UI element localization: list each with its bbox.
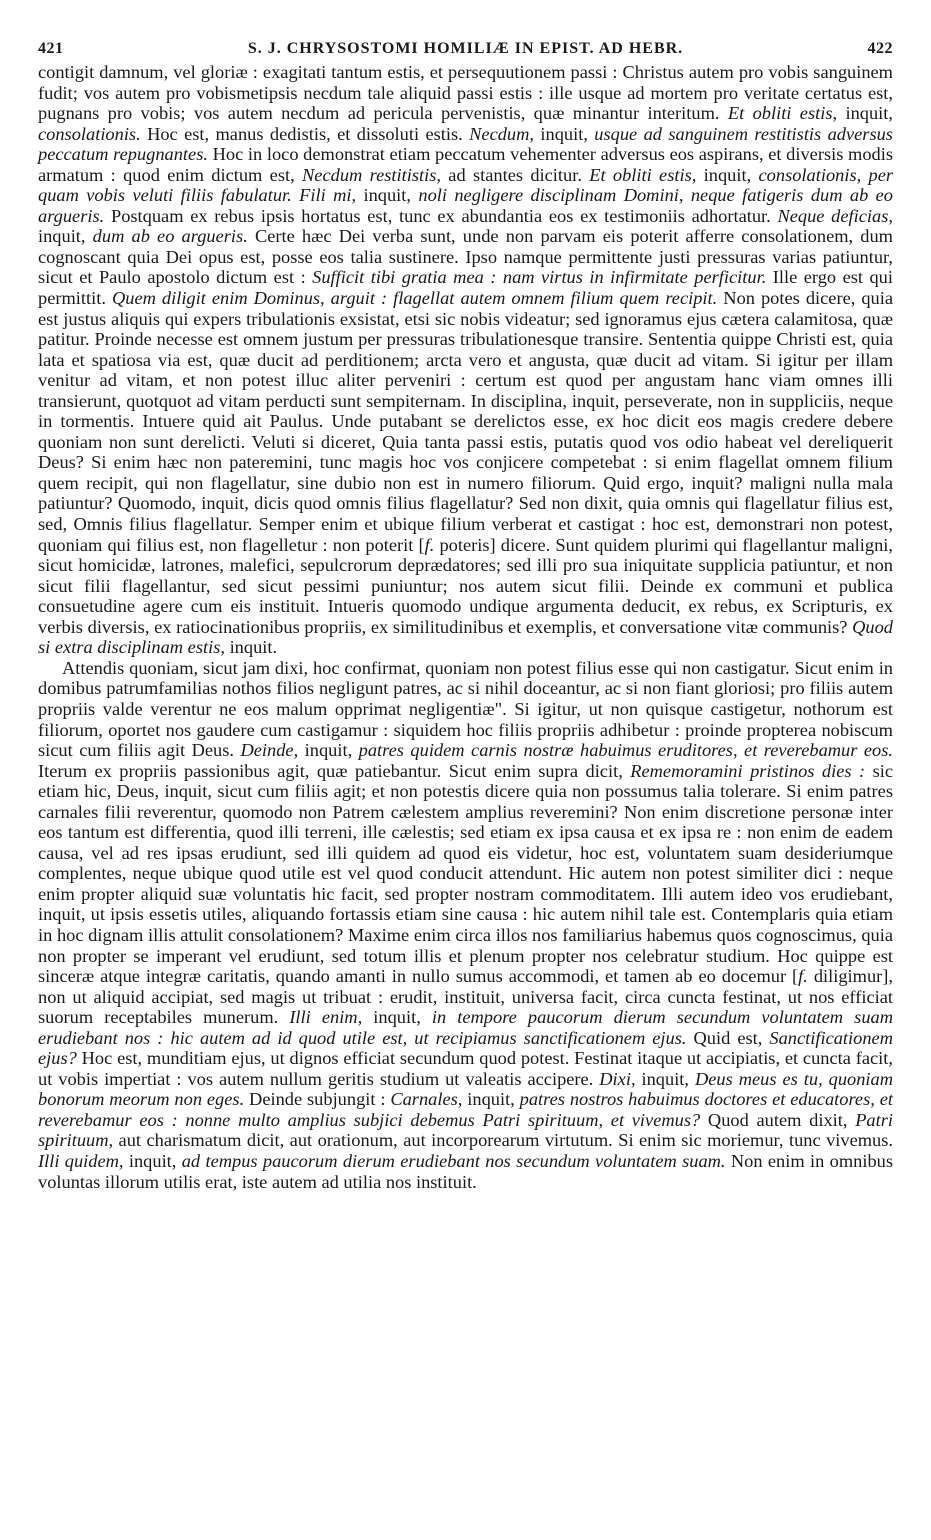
paragraph — [38, 658, 893, 1192]
italic-text: in tempore paucorum dierum secundum voluntatem suam erudiebant nos : hic autem ad id quod utile est, ut recipiamus sanctificationem ejus. — [38, 1007, 893, 1048]
text-run: Ille ergo est qui permittit. — [38, 267, 893, 309]
italic-text: Rememoramini pristinos dies : — [630, 760, 866, 781]
text-run: inquit, — [462, 1089, 520, 1110]
text-run: inquit, — [356, 185, 419, 206]
italic-text: Deus meus es tu, quoniam bonorum meorum non eges. — [38, 1068, 893, 1110]
italic-text: f. — [424, 534, 435, 555]
text-run: inquit. — [224, 637, 278, 658]
italic-text: Dixi, — [599, 1068, 636, 1089]
text-run: Iterum ex propriis passionibus agit, quæ patiebantur. Sicut enim supra dicit, — [38, 760, 631, 781]
text-run: diligimur], non ut aliquid accipiat, sed magis ut tribuat : erudit, instituit, universa facit, circa cuncta festinat, ut nos efficiat suorum receptabiles munerum. — [38, 966, 893, 1028]
italic-text: noli negligere disciplinam Domini, neque fatigeris dum ab eo argueris. — [38, 185, 894, 226]
italic-text: consolationis. — [38, 123, 141, 144]
italic-text: Necdum, — [469, 123, 535, 144]
text-run: Postquam ex rebus ipsis hortatus est, tunc ex abundantia eos ex testimoniis adhortatur. — [104, 205, 778, 226]
text-run: inquit, — [362, 1007, 432, 1028]
text-run: inquit, — [635, 1068, 695, 1089]
italic-text: Deinde, — [240, 740, 299, 761]
text-run: Certe hæc Dei verba sunt, unde non parvam eis poterit afferre consolationem, dum cognoscant quia Dei opus est, posse eos talia sustinere. Ipso namque permittente justi pressuras varias patiuntur, sicut et Paulo apostolo dictum est : — [38, 226, 893, 288]
text-run: Hoc est, munditiam ejus, ut dignos efficiat secundum quod potest. Festinat itaque ut accipiatis, et cuncta facit, ut vobis impertiat : vos autem nullum geritis studium ut valeatis accipere. — [38, 1048, 893, 1089]
text-run: inquit, — [38, 226, 93, 247]
text-run: ad stantes dicitur. — [440, 164, 590, 185]
italic-text: Quod si extra disciplinam estis, — [38, 616, 893, 658]
text-run: Hoc in loco demonstrat etiam peccatum vehementer adversus eos aspirans, et diversis modis armatum : quod enim dictum est, — [38, 144, 893, 185]
italic-text: Sanctificationem ejus? — [38, 1027, 893, 1069]
italic-text: Quem diligit enim Dominus, arguit : flagellat autem omnem filium quem recipit. — [111, 288, 718, 309]
paragraph — [38, 62, 893, 658]
text-run: contigit damnum, vel gloriæ : exagitati tantum estis, et persequutionem passi : Christus autem pro vobis sanguinem fudit; vos autem pro vobismetipsis necdum tale aliquid passi estis : ille usque ad mortem pro veritate certatus est, pugnans pro vobis; vos autem necdum ad pericula pervenistis, quæ minantur interitum. — [38, 62, 893, 124]
running-head — [38, 0, 893, 57]
text-run: inquit, — [123, 1150, 182, 1171]
italic-text: f. — [798, 966, 808, 987]
text-run: Non enim in omnibus voluntas illorum utilis erat, iste autem ad utilia nos instituit. — [38, 1150, 893, 1192]
italic-text: Neque deficias, — [777, 205, 893, 226]
italic-text: Et obliti estis, — [727, 103, 838, 124]
text-run: aut charismatum dicit, aut orationum, aut incorporearum virtutum. Si enim sic moriemur, tunc vivemus. — [113, 1130, 893, 1151]
italic-text: Et obliti estis, — [589, 164, 697, 185]
text-run: Quod autem dixit, — [700, 1109, 856, 1130]
text-run: poteris] dicere. Sunt quidem plurimi qui flagellantur maligni, sicut homicidæ, latrones, malefici, sepulcrorum deprædatores; sed illi pro sua iniquitate supplicia patiuntur, et non sicut filii flagellantur, sed sicut pessimi puniuntur; nos autem sicut filii. Deinde ex communi et publica consuetudine agere cum eis instituit. Intueris quomodo undique argumenta deducit, ex rebus, ex Scripturis, ex verbis diversis, ex ratiocinationibus propriis, ex similitudinibus et exemplis, et conversatione vitæ communis? — [38, 534, 893, 637]
text-run: Quid est, — [686, 1027, 770, 1048]
text-run: Deinde subjungit : — [244, 1089, 391, 1110]
italic-text: consolationis, per quam vobis veluti filiis fabulatur. Fili mi, — [38, 164, 894, 206]
text-run: inquit, — [837, 103, 893, 124]
page-number-left: 421 — [38, 40, 64, 57]
text-run: inquit, — [298, 740, 359, 761]
page-number-right: 422 — [867, 40, 893, 57]
italic-text: Illi quidem, — [38, 1150, 124, 1171]
text-run: inquit, — [696, 164, 759, 185]
italic-text: ad tempus paucorum dierum erudiebant nos secundum voluntatem suam. — [181, 1150, 726, 1171]
text-run: Attendis quoniam, sicut jam dixi, hoc confirmat, quoniam non potest filius esse qui non castigatur. Sicut enim in domibus patrumfamilias nothos filios negligunt patres, ac si nihil doceantur, ac si non fiant gloriosi; pro filiis autem propriis valde verentur ne eos malum opprimat negligentiæ". Si igitur, ut non quisque castigetur, nothorum est filiorum, oportet nos gaudere cum castigamur : siquidem hoc filiis propriis adhibetur : proinde propterea nobiscum sicut cum filiis agit Deus. — [38, 657, 893, 761]
italic-text: Carnales, — [390, 1089, 463, 1110]
text-run: Hoc est, manus dedistis, et dissoluti estis. — [140, 123, 470, 144]
italic-text: dum ab eo argueris. — [92, 226, 248, 247]
italic-text: Patri spirituum, — [38, 1109, 893, 1151]
italic-text: patres nostros habuimus doctores et educatores, et reverebamur eos : nonne multo amplius subjici debemus Patri spirituum, et vivemus? — [38, 1089, 893, 1130]
italic-text: patres quidem carnis nostræ habuimus eruditores, et reverebamur eos. — [358, 740, 893, 761]
italic-text: Illi enim, — [289, 1007, 363, 1028]
text-run: inquit, — [534, 123, 595, 144]
italic-text: Sufficit tibi gratia mea : nam virtus in infirmitate perficitur. — [312, 267, 767, 288]
italic-text: usque ad sanguinem restitistis adversus peccatum repugnantes. — [38, 123, 893, 165]
running-title: S. J. CHRYSOSTOMI HOMILIÆ IN EPIST. AD HEBR. — [247, 40, 684, 57]
body-text — [38, 62, 893, 1192]
italic-text: Necdum restitistis, — [302, 164, 441, 185]
text-run: sic etiam hic, Deus, inquit, sicut cum filiis agit; et non potestis dicere quia non possumus talia tolerare. Si enim patres carnales filii reverentur, quomodo non Patrem cælestem amplius reveremini? Non enim discretione personæ inter eos tantum est differentia, quod illi terreni, ille cælestis; sed etiam ex ipsa causa et ex ipsa re : non enim de eadem causa, vel ad res ipsas erudiunt, sed illi quidem ad quod eis videtur, hoc est, voluntatem suam desideriumque complentes, neque ubique quod utile est vel quod conducit attendunt. Hic autem non potest similiter dici : neque enim propter aliquid suæ voluntatis hic facit, sed propter nostram commoditatem. Illi autem ideo vos erudiebant, inquit, ut ipsis essetis utiles, aliquando fortassis etiam sine causa : hic autem nihil tale est. Contemplaris quia etiam in hoc dignam illis attulit consolationem? Maxime enim circa illos nos familiarius habemus quos cognoscimus, quia non propter se imperant vel erudiunt, sed totum illis et plenum propter nos celebratur studium. Hoc quippe est sinceræ atque integræ caritatis, quando amanti in nullo sumus accommodi, et tamen ab eo docemur [ — [38, 760, 894, 987]
text-run: Non potes dicere, quia est justus aliquis qui expers tribulationis exsistat, etsi sic nobis videatur; sed ignoramus ejus cætera calamitosa, quæ patitur. Proinde necesse est omnem justum per pressuras tribulationesque transire. Sententia quippe Christi est, quia lata et spatiosa via est, quæ ducit ad perditionem; arcta vero et angusta, quæ ducit ad vitam. Si igitur per illam venitur ad vitam, et non potest illuc aliter perveniri : certum est quod per angustam hanc viam omnes illi transierunt, quotquot ad vitam perducti sunt sempiternam. In disciplina, inquit, perseverate, non in suppliciis, neque in tormentis. Intuere quid ait Paulus. Unde putabant se derelictos esse, ex hoc dicit eos magis credere debere quoniam non sunt derelicti. Veluti si diceret, Quia tanta passi estis, putatis quod vos odio habeat vel dereliquerit Deus? Si enim hæc non pateremini, tunc magis hoc vos conjicere competebat : si enim flagellat omnem filium quem recipit, qui non flagellatur, sine dubio non est in numero filiorum. Quid ergo, inquit? maligni nulla mala patiuntur? Quomodo, inquit, dicis quod omnis filius flagellatur? Sed non dixit, quia omnis qui flagellatur filius est, sed, Omnis filius flagellatur. Semper enim et ubique filium verberat et castigat : hoc est, demonstrari non potest, quoniam qui filius est, non flagelletur : non poterit [ — [38, 288, 894, 555]
